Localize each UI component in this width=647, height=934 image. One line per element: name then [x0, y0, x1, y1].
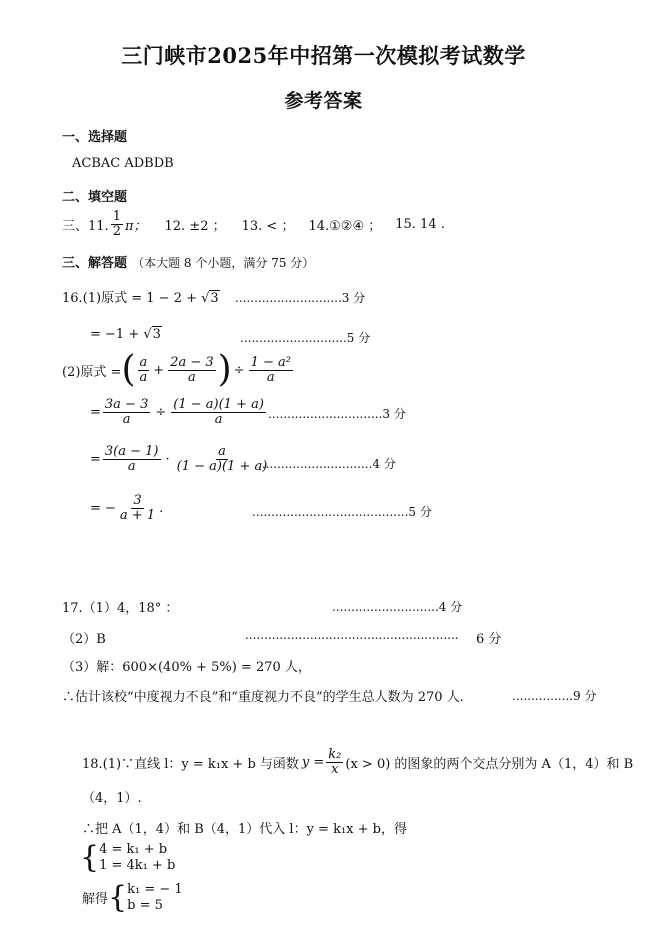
q18-y-equals: y = [301, 754, 325, 770]
frac-a-over-a [138, 356, 150, 384]
solution-system [127, 882, 183, 913]
denominator: a [214, 411, 223, 427]
numerator: 3(a − 1) [104, 444, 159, 459]
q18-text-b: (x > 0) 的图象的两个交点分别为 A（1，4）和 B [345, 756, 634, 772]
section-solve-note: （本大题 8 个小题，满分 75 分） [132, 256, 315, 270]
equals-sign: = [90, 404, 101, 420]
fill-answers-row [62, 210, 445, 238]
q16-line2 [90, 327, 162, 342]
numerator: a [218, 444, 226, 459]
q16-part2-line1 [62, 349, 295, 390]
q17-line2: （2）B [62, 632, 106, 647]
q11-tail: π； [124, 218, 147, 234]
frac-k2-over-x [326, 748, 343, 776]
q11-fraction [111, 210, 123, 238]
q11-denominator: 2 [112, 223, 121, 239]
q16-line1 [62, 287, 220, 306]
solution-1: k₁ = − 1 [127, 882, 183, 897]
frac-3-over-a-plus-1 [118, 494, 157, 522]
equation-system [99, 842, 175, 873]
divide-sign: ÷ [233, 362, 245, 378]
left-brace: { [80, 839, 100, 875]
q16-part2-line4 [90, 494, 163, 522]
period: . [159, 500, 164, 516]
q16-expr2: = −1 + [90, 327, 140, 342]
numerator: (1 − a)(1 + a) [173, 397, 264, 412]
equation-2: 1 = 4k₁ + b [99, 857, 176, 873]
frac-3-a-minus-1 [103, 445, 161, 473]
denominator: a [127, 458, 136, 474]
equation-1: 4 = k₁ + b [99, 842, 168, 857]
frac-3a-minus-3 [103, 398, 150, 426]
q16-part2-score5: .........................................5 分 [252, 505, 432, 519]
sqrt-symbol: √3 [143, 327, 161, 342]
q18-solution [82, 879, 183, 915]
divide-sign: ÷ [155, 404, 167, 420]
q17-line4: ∴估计该校“中度视力不良”和“重度视力不良”的学生总人数为 270 人. [62, 690, 464, 705]
radicand: 3 [152, 327, 161, 342]
frac-2a-minus-3 [168, 356, 215, 384]
q16-part2-score3: ..............................3 分 [268, 407, 406, 421]
equals-minus: = − [90, 500, 116, 516]
frac-1-minus-a2 [249, 356, 293, 384]
left-brace: { [108, 879, 128, 915]
q18-system [80, 839, 176, 875]
radicand: 3 [210, 291, 219, 306]
denominator: a [139, 369, 148, 385]
frac-factored [171, 398, 266, 426]
numerator: 2a − 3 [170, 354, 214, 370]
numerator: 3 [133, 493, 142, 508]
q16-label: 16.(1)原式 [62, 291, 128, 306]
left-paren: ( [121, 349, 136, 390]
q17-line3: （3）解：600×(40% + 5%) = 270 人， [62, 660, 311, 675]
choice-answers: ACBAC ADBDB [72, 156, 174, 171]
numerator: k₂ [328, 747, 342, 762]
q18-text-a: 18.(1)∵直线 l：y = k₁x + b 与函数 [82, 756, 299, 772]
numerator: 3a − 3 [104, 397, 149, 412]
section-choice-heading: 一、选择题 [62, 130, 128, 145]
q17-line4-score: ................9 分 [512, 689, 597, 703]
q16-expr1: = 1 − 2 + [131, 291, 197, 306]
denominator: a [188, 369, 196, 385]
numerator: a [139, 354, 148, 370]
q16-part2-line2 [90, 398, 268, 426]
q18-line1 [82, 748, 633, 776]
q17-line2-dots: ........................................................ [245, 628, 459, 642]
q15-answer: 15. 14 . [395, 216, 445, 232]
q16-part2-score4: ..............................4 分 [258, 457, 396, 471]
q17-line1-score: ............................4 分 [332, 600, 463, 614]
q18-line2: （4，1）. [82, 791, 142, 806]
denominator: x [331, 761, 339, 777]
solve-label: 解得 [82, 892, 109, 908]
section-fill-heading: 二、填空题 [62, 190, 128, 205]
q17-line1: 17.（1）4，18° ： [62, 601, 179, 616]
denominator: (1 − a)(1 + a) [176, 458, 268, 474]
numerator: 1 − a² [250, 354, 291, 370]
section-solve-heading: 三、解答题 [62, 256, 128, 271]
fill-prefix: 三、11. [62, 218, 109, 234]
page-title: 三门峡市2025年中招第一次模拟考试数学 [121, 43, 526, 68]
sqrt-symbol: √3 [201, 291, 219, 306]
section-solve-header [62, 252, 314, 271]
denominator: a [122, 411, 131, 427]
right-paren: ) [217, 349, 232, 390]
plus-sign: + [153, 362, 165, 378]
denominator: a + 1 [119, 507, 156, 523]
q16-part2-label: (2)原式 = [62, 364, 122, 380]
q16-part2-line3 [90, 445, 271, 473]
solution-2: b = 5 [127, 897, 163, 913]
q13-answer: 13. < ； [241, 218, 295, 234]
q16-line2-score: ............................5 分 [240, 331, 371, 345]
denominator: a [266, 369, 275, 385]
frac-a-over-product [175, 445, 270, 473]
equals-sign: = [90, 451, 101, 467]
q18-line3: ∴把 A（1，4）和 B（4，1）代入 l：y = k₁x + b，得 [82, 822, 407, 837]
q17-line2-score: 6 分 [476, 632, 502, 647]
q14-answer: 14.①②④ ； [308, 218, 382, 234]
q16-line1-score: ............................3 分 [235, 291, 366, 305]
page-subtitle: 参考答案 [284, 90, 363, 112]
q11-numerator: 1 [112, 209, 121, 224]
multiply-dot: · [165, 451, 170, 467]
q12-answer: 12. ±2 ； [164, 218, 226, 234]
